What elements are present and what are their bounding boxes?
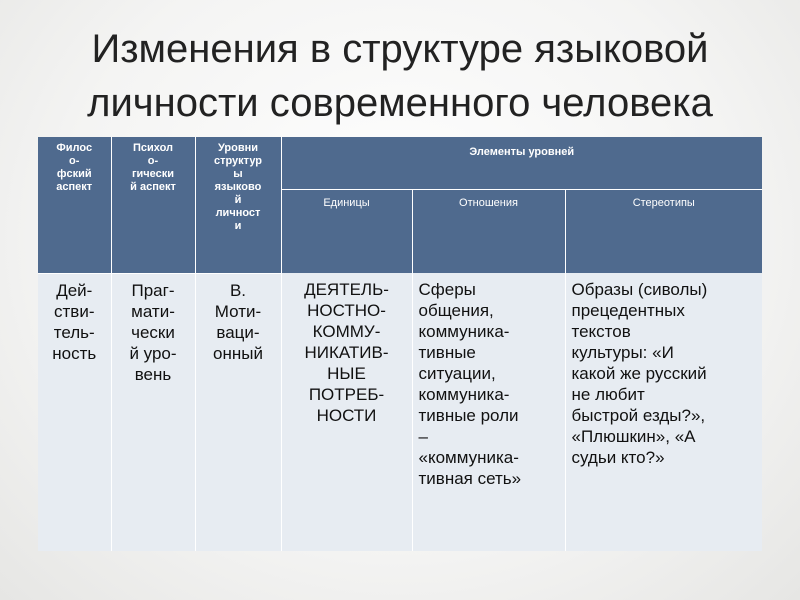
header-elements: Элементы уровней [281,137,762,189]
cell-stereotypes: Образы (сиволы) прецедентных текстов культуры: «И какой же русский не любит быстрой езды?», «Плюшкин», «А судьи кто?» [565,273,762,551]
header-psychological-aspect: Психол о- гически й аспект [111,137,195,273]
header-philosophical-aspect: Филос о- фский аспект [38,137,111,273]
cell-psychological: Праг- мати- чески й уро- вень [111,273,195,551]
title-line-1: Изменения в структуре языковой [91,27,709,71]
slide-title [0,22,800,130]
header-stereotypes: Стереотипы [565,189,762,273]
header-units: Единицы [281,189,412,273]
cell-levels: В. Моти- ваци- онный [195,273,281,551]
cell-units: ДЕЯТЕЛЬ- НОСТНО- КОММУ- НИКАТИВ- НЫЕ ПОТРЕБ- НОСТИ [281,273,412,551]
title-line-2: личности современного человека [87,81,713,125]
header-relations: Отношения [412,189,565,273]
cell-relations: Сферы общения, коммуника- тивные ситуации, коммуника- тивные роли – «коммуника- тивная сеть» [412,273,565,551]
levels-table [38,137,762,551]
header-levels: Уровни структур ы языково й личност и [195,137,281,273]
table-row [38,273,762,551]
cell-philosophical: Дей- стви- тель- ность [38,273,111,551]
